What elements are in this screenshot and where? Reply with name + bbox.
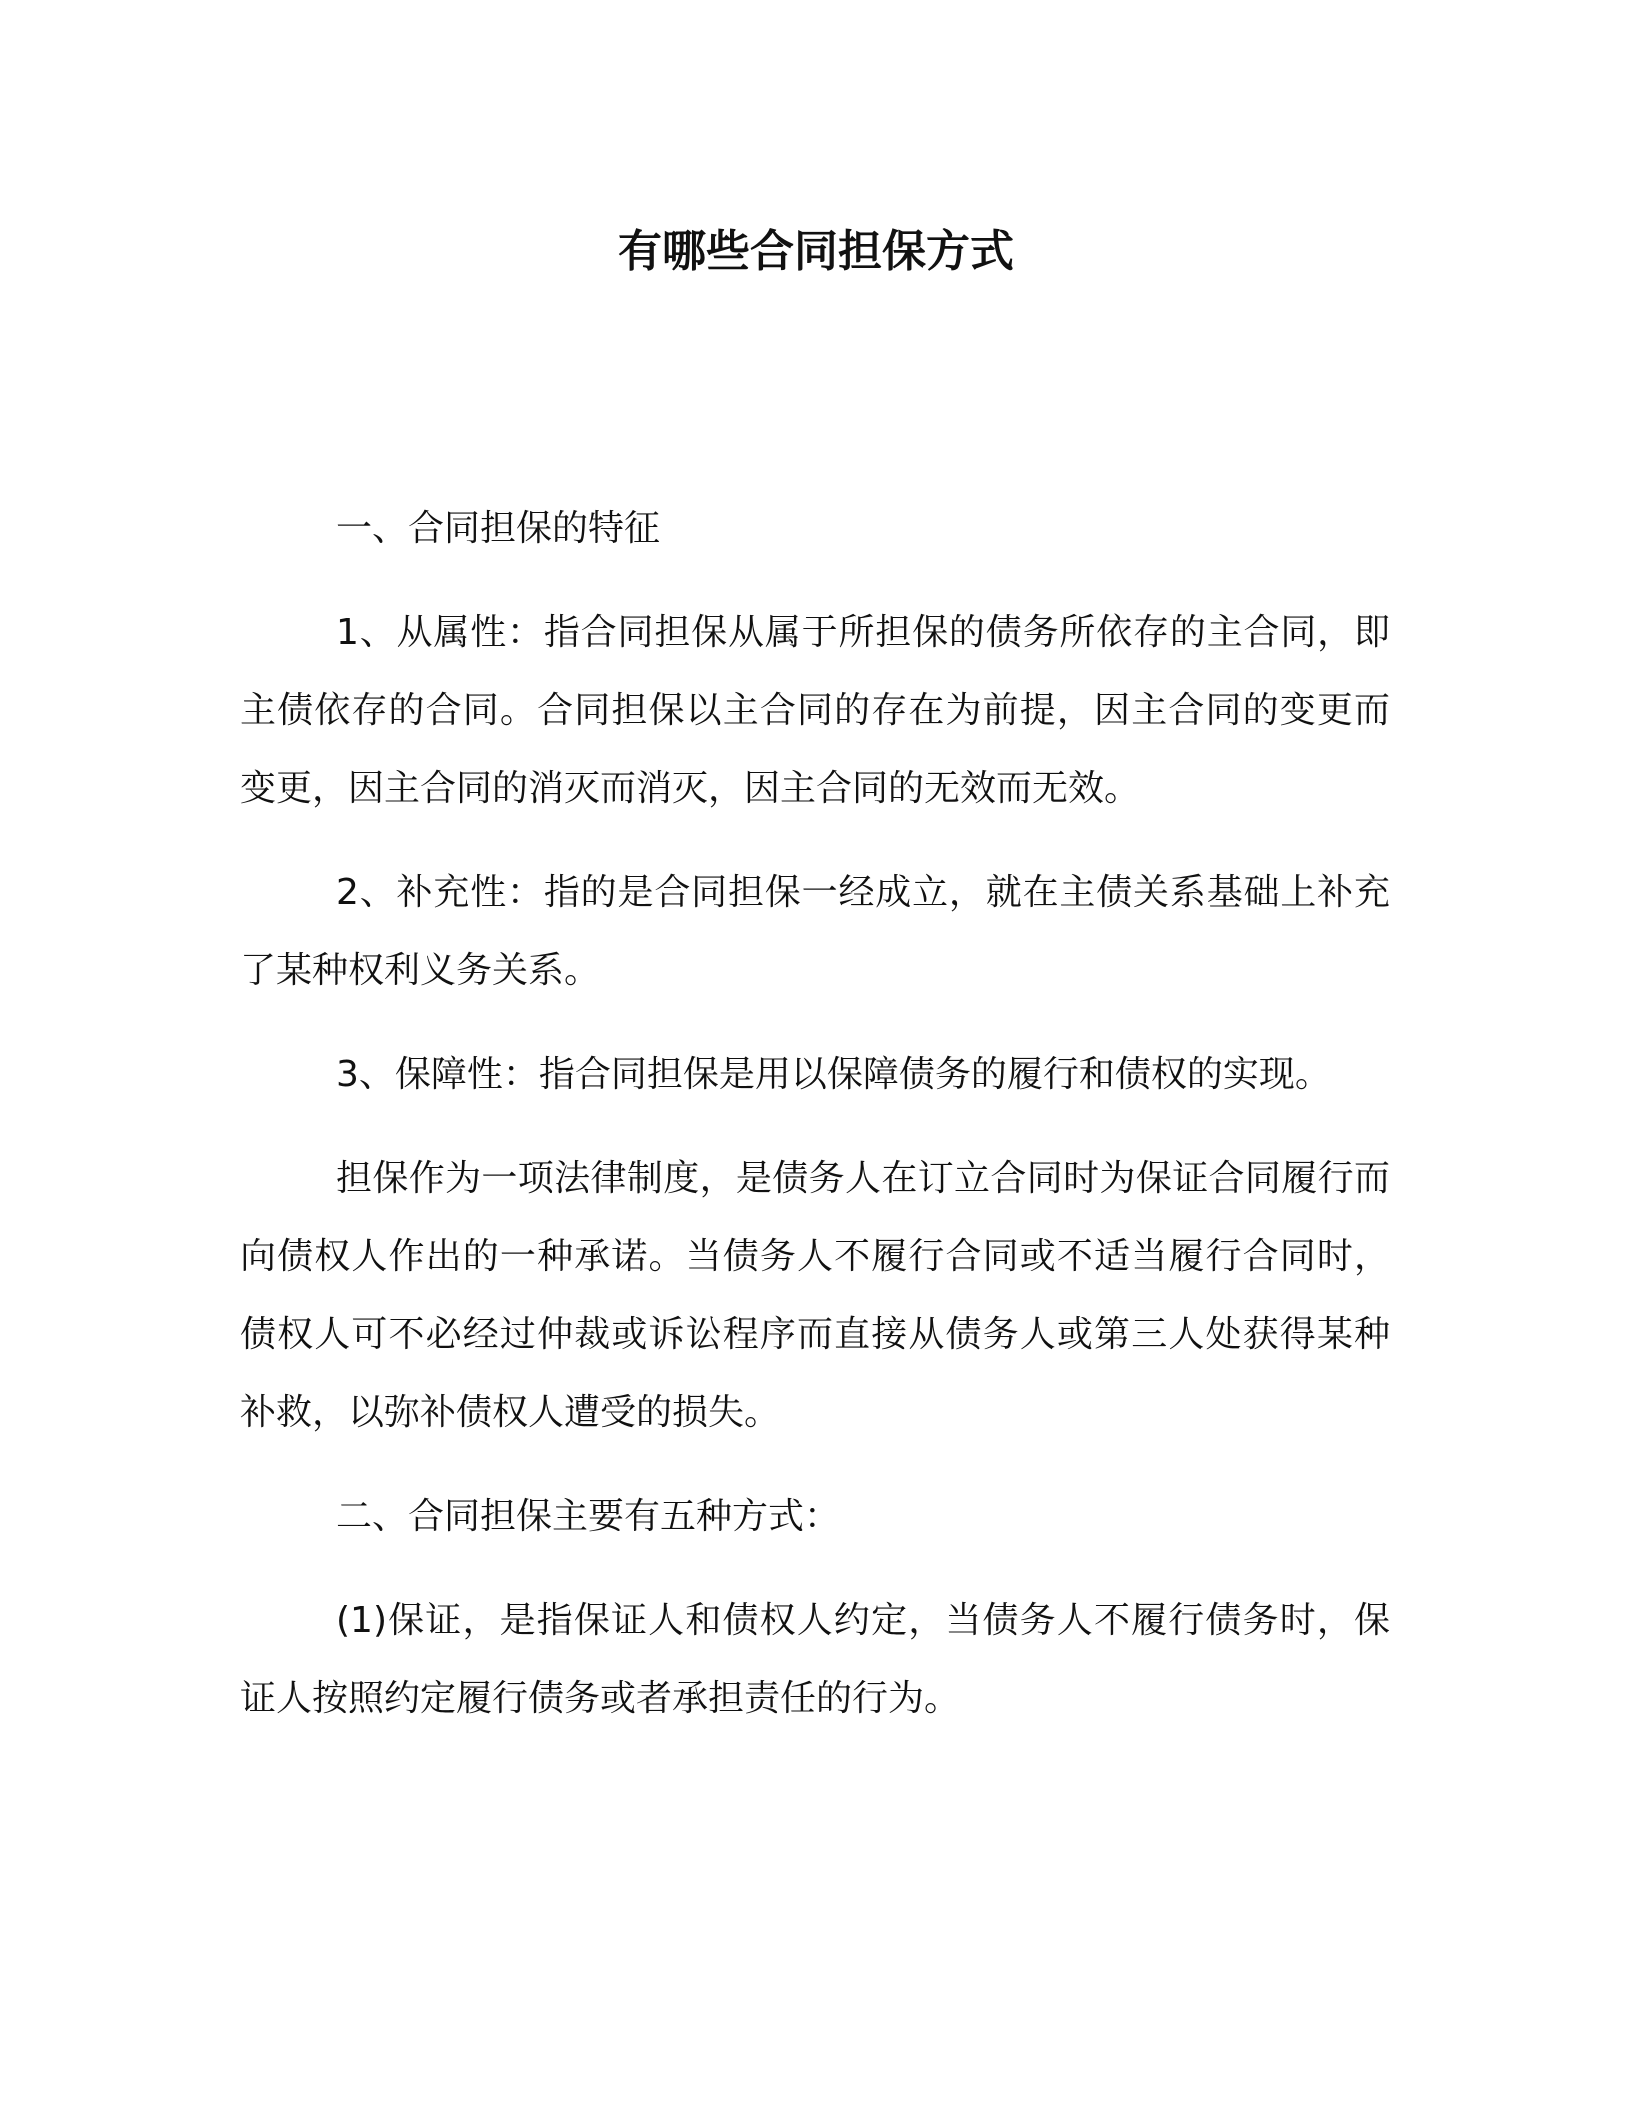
paragraph-protective: 3、保障性：指合同担保是用以保障债务的履行和债权的实现。 — [336, 1054, 1331, 1095]
document-title: 有哪些合同担保方式 — [618, 226, 1014, 277]
paragraph-surety: (1)保证，是指保证人和债权人约定，当债务人不履行债务时，保证人按照约定履行债务或者承担责任的行为。 — [240, 1600, 1390, 1719]
paragraph-guarantee-definition: 担保作为一项法律制度，是债务人在订立合同时为保证合同履行而向债权人作出的一种承诺。当债务人不履行合同或不适当履行合同时，债权人可不必经过仲裁或诉讼程序而直接从债务人或第三人处获得某种补救，以弥补债权人遭受的损失。 — [240, 1158, 1390, 1433]
paragraph-supplementary: 2、补充性：指的是合同担保一经成立，就在主债关系基础上补充了某种权利义务关系。 — [240, 872, 1390, 991]
document-body — [240, 490, 1390, 1764]
section-heading-features: 一、合同担保的特征 — [336, 508, 661, 549]
section-heading-methods: 二、合同担保主要有五种方式： — [336, 1496, 841, 1537]
paragraph-subordination: 1、从属性：指合同担保从属于所担保的债务所依存的主合同，即主债依存的合同。合同担保以主合同的存在为前提，因主合同的变更而变更，因主合同的消灭而消灭，因主合同的无效而无效。 — [240, 612, 1390, 809]
